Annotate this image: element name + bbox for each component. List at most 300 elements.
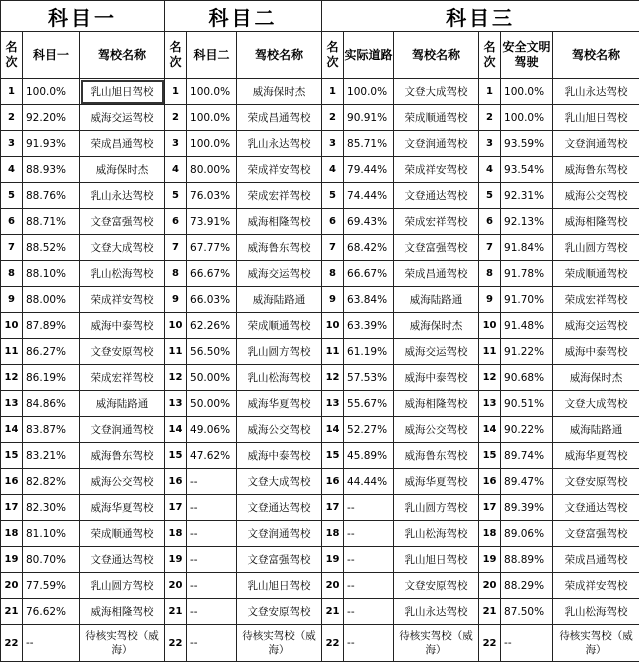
rank-cell[interactable]: 11 [1, 339, 23, 365]
rate-cell[interactable]: -- [501, 625, 553, 662]
school-name-cell[interactable]: 乳山永达驾校 [394, 599, 479, 625]
school-name-cell[interactable]: 乳山松海驾校 [237, 365, 322, 391]
rank-cell[interactable]: 2 [479, 105, 501, 131]
rank-cell[interactable]: 2 [1, 105, 23, 131]
table-row [1, 417, 639, 443]
rate-cell[interactable]: 88.71% [23, 209, 80, 235]
rate-cell[interactable]: 91.93% [23, 131, 80, 157]
header-school: 驾校名称 [394, 32, 479, 79]
table-row [1, 521, 639, 547]
school-name-cell[interactable]: 文登安原驾校 [237, 599, 322, 625]
header-rank: 名次 [1, 32, 23, 79]
rate-cell[interactable]: 67.77% [187, 235, 237, 261]
rank-cell[interactable]: 14 [165, 417, 187, 443]
school-name-cell[interactable]: 文登富强驾校 [553, 521, 639, 547]
rate-cell[interactable]: 82.82% [23, 469, 80, 495]
rank-cell[interactable]: 11 [165, 339, 187, 365]
school-name-cell[interactable]: 文登安原驾校 [80, 339, 165, 365]
rank-cell[interactable]: 5 [1, 183, 23, 209]
table-body [1, 79, 639, 662]
school-name-cell[interactable]: 威海中泰驾校 [80, 313, 165, 339]
table-row [1, 469, 639, 495]
rate-cell[interactable]: 89.74% [501, 443, 553, 469]
rank-cell[interactable]: 8 [322, 261, 344, 287]
rate-cell[interactable]: 90.91% [344, 105, 394, 131]
school-name-cell[interactable]: 威海华夏驾校 [553, 443, 639, 469]
rate-cell[interactable]: 55.67% [344, 391, 394, 417]
rate-cell[interactable]: -- [187, 625, 237, 662]
table-row [1, 105, 639, 131]
school-name-cell[interactable]: 威海陆路通 [394, 287, 479, 313]
school-name-cell[interactable]: 文登润通驾校 [553, 131, 639, 157]
rate-cell[interactable]: -- [344, 547, 394, 573]
rate-cell[interactable]: 88.76% [23, 183, 80, 209]
school-name-cell[interactable]: 威海鲁东驾校 [237, 235, 322, 261]
rank-cell[interactable]: 16 [165, 469, 187, 495]
rate-cell[interactable]: 66.67% [344, 261, 394, 287]
rate-cell[interactable]: 83.87% [23, 417, 80, 443]
rate-cell[interactable]: 89.39% [501, 495, 553, 521]
rate-cell[interactable]: 66.67% [187, 261, 237, 287]
school-name-cell[interactable]: 威海华夏驾校 [80, 495, 165, 521]
rate-cell[interactable]: 45.89% [344, 443, 394, 469]
school-name-cell[interactable]: 荣成祥安驾校 [394, 157, 479, 183]
rate-cell[interactable]: 73.91% [187, 209, 237, 235]
school-name-cell[interactable]: 乳山旭日驾校 [553, 105, 639, 131]
table-row [1, 365, 639, 391]
rate-cell[interactable]: 50.00% [187, 391, 237, 417]
school-name-cell[interactable]: 荣成顺通驾校 [553, 261, 639, 287]
school-name-cell[interactable]: 威海相隆驾校 [237, 209, 322, 235]
rate-cell[interactable]: 68.42% [344, 235, 394, 261]
school-name-cell[interactable]: 威海公交驾校 [394, 417, 479, 443]
rank-cell[interactable]: 13 [479, 391, 501, 417]
school-name-cell[interactable]: 荣成宏祥驾校 [394, 209, 479, 235]
rank-cell[interactable]: 21 [322, 599, 344, 625]
rank-cell[interactable]: 10 [322, 313, 344, 339]
rank-cell[interactable]: 17 [1, 495, 23, 521]
table-row [1, 157, 639, 183]
rank-cell[interactable]: 17 [322, 495, 344, 521]
rate-cell[interactable]: -- [187, 469, 237, 495]
rate-cell[interactable]: 77.59% [23, 573, 80, 599]
rate-cell[interactable]: 85.71% [344, 131, 394, 157]
school-name-cell[interactable]: 荣成顺通驾校 [237, 313, 322, 339]
rank-cell[interactable]: 20 [322, 573, 344, 599]
rank-cell[interactable]: 10 [1, 313, 23, 339]
rate-cell[interactable]: 56.50% [187, 339, 237, 365]
rank-cell[interactable]: 8 [165, 261, 187, 287]
rank-cell[interactable]: 7 [479, 235, 501, 261]
rank-cell[interactable]: 2 [322, 105, 344, 131]
school-name-cell[interactable]: 威海相隆驾校 [80, 599, 165, 625]
table-row [1, 495, 639, 521]
rate-cell[interactable]: 90.68% [501, 365, 553, 391]
rate-cell[interactable]: 61.19% [344, 339, 394, 365]
school-name-cell[interactable]: 威海交运驾校 [237, 261, 322, 287]
rate-cell[interactable]: 100.0% [23, 79, 80, 105]
school-name-cell[interactable]: 威海华夏驾校 [237, 391, 322, 417]
rate-cell[interactable]: 92.13% [501, 209, 553, 235]
rate-cell[interactable]: 80.00% [187, 157, 237, 183]
header-score: 实际道路 [344, 32, 394, 79]
rate-cell[interactable]: 82.30% [23, 495, 80, 521]
school-name-cell[interactable]: 荣成宏祥驾校 [80, 365, 165, 391]
school-name-cell[interactable]: 待核实驾校（威海） [80, 625, 165, 662]
rate-cell[interactable]: 91.70% [501, 287, 553, 313]
rate-cell[interactable]: 93.54% [501, 157, 553, 183]
rank-cell[interactable]: 20 [165, 573, 187, 599]
rate-cell[interactable]: 100.0% [501, 105, 553, 131]
rate-cell[interactable]: 86.27% [23, 339, 80, 365]
rate-cell[interactable]: 76.62% [23, 599, 80, 625]
school-name-cell[interactable]: 文登润通驾校 [394, 131, 479, 157]
rank-cell[interactable]: 15 [322, 443, 344, 469]
rank-cell[interactable]: 5 [479, 183, 501, 209]
rank-cell[interactable]: 7 [322, 235, 344, 261]
rate-cell[interactable]: 52.27% [344, 417, 394, 443]
school-name-cell[interactable]: 乳山永达驾校 [80, 183, 165, 209]
school-name-cell[interactable]: 文登通达驾校 [80, 547, 165, 573]
table-row [1, 79, 639, 105]
school-name-cell[interactable]: 文登通达驾校 [237, 495, 322, 521]
school-name-cell[interactable]: 文登大成驾校 [80, 235, 165, 261]
school-name-cell[interactable]: 文登润通驾校 [80, 417, 165, 443]
school-name-cell[interactable]: 乳山旭日驾校 [80, 79, 165, 105]
rank-cell[interactable]: 18 [479, 521, 501, 547]
table-row [1, 391, 639, 417]
school-name-cell[interactable]: 乳山永达驾校 [237, 131, 322, 157]
rank-cell[interactable]: 18 [165, 521, 187, 547]
school-name-cell[interactable]: 待核实驾校（威海） [394, 625, 479, 662]
rank-cell[interactable]: 10 [165, 313, 187, 339]
rank-cell[interactable]: 3 [165, 131, 187, 157]
rate-cell[interactable]: 74.44% [344, 183, 394, 209]
rank-cell[interactable]: 19 [479, 547, 501, 573]
school-name-cell[interactable]: 文登富强驾校 [80, 209, 165, 235]
rank-cell[interactable]: 14 [1, 417, 23, 443]
rate-cell[interactable]: 91.48% [501, 313, 553, 339]
school-name-cell[interactable]: 荣成顺通驾校 [80, 521, 165, 547]
rank-cell[interactable]: 9 [1, 287, 23, 313]
school-name-cell[interactable]: 威海交运驾校 [553, 313, 639, 339]
rate-cell[interactable]: 88.52% [23, 235, 80, 261]
rank-cell[interactable]: 16 [479, 469, 501, 495]
school-name-cell[interactable]: 威海保时杰 [394, 313, 479, 339]
rank-cell[interactable]: 4 [322, 157, 344, 183]
school-name-cell[interactable]: 荣成昌通驾校 [394, 261, 479, 287]
column-header-row [1, 32, 639, 79]
rank-cell[interactable]: 15 [479, 443, 501, 469]
school-name-cell[interactable]: 威海保时杰 [80, 157, 165, 183]
school-name-cell[interactable]: 威海保时杰 [553, 365, 639, 391]
rate-cell[interactable]: -- [187, 495, 237, 521]
rate-cell[interactable]: 63.39% [344, 313, 394, 339]
school-name-cell[interactable]: 文登润通驾校 [237, 521, 322, 547]
rank-cell[interactable]: 19 [322, 547, 344, 573]
rate-cell[interactable]: 100.0% [187, 105, 237, 131]
rank-cell[interactable]: 1 [1, 79, 23, 105]
rate-cell[interactable]: 88.93% [23, 157, 80, 183]
rank-cell[interactable]: 17 [165, 495, 187, 521]
school-name-cell[interactable]: 威海公交驾校 [237, 417, 322, 443]
rate-cell[interactable]: 100.0% [187, 79, 237, 105]
school-name-cell[interactable]: 威海中泰驾校 [394, 365, 479, 391]
rate-cell[interactable]: 92.31% [501, 183, 553, 209]
rank-cell[interactable]: 9 [165, 287, 187, 313]
school-name-cell[interactable]: 待核实驾校（威海） [553, 625, 639, 662]
rate-cell[interactable]: 100.0% [344, 79, 394, 105]
school-name-cell[interactable]: 乳山圆方驾校 [80, 573, 165, 599]
rate-cell[interactable]: -- [344, 495, 394, 521]
rate-cell[interactable]: 57.53% [344, 365, 394, 391]
header-school: 驾校名称 [80, 32, 165, 79]
rate-cell[interactable]: -- [344, 521, 394, 547]
rank-cell[interactable]: 19 [165, 547, 187, 573]
rate-cell[interactable]: -- [344, 599, 394, 625]
rate-cell[interactable]: -- [344, 573, 394, 599]
school-name-cell[interactable]: 乳山旭日驾校 [237, 573, 322, 599]
school-name-cell[interactable]: 威海华夏驾校 [394, 469, 479, 495]
school-name-cell[interactable]: 文登大成驾校 [394, 79, 479, 105]
rank-cell[interactable]: 22 [479, 625, 501, 662]
school-name-cell[interactable]: 威海相隆驾校 [394, 391, 479, 417]
table-row [1, 547, 639, 573]
rank-cell[interactable]: 10 [479, 313, 501, 339]
rate-cell[interactable]: 90.22% [501, 417, 553, 443]
rate-cell[interactable]: 49.06% [187, 417, 237, 443]
school-name-cell[interactable]: 威海鲁东驾校 [80, 443, 165, 469]
rate-cell[interactable]: -- [187, 599, 237, 625]
rank-cell[interactable]: 18 [322, 521, 344, 547]
rank-cell[interactable]: 16 [1, 469, 23, 495]
school-name-cell[interactable]: 乳山圆方驾校 [394, 495, 479, 521]
rate-cell[interactable]: 44.44% [344, 469, 394, 495]
header-score: 安全文明驾驶 [501, 32, 553, 79]
rank-cell[interactable]: 15 [165, 443, 187, 469]
rate-cell[interactable]: 88.29% [501, 573, 553, 599]
rate-cell[interactable]: 84.86% [23, 391, 80, 417]
rank-cell[interactable]: 9 [479, 287, 501, 313]
rank-cell[interactable]: 5 [322, 183, 344, 209]
school-name-cell[interactable]: 威海中泰驾校 [553, 339, 639, 365]
school-name-cell[interactable]: 乳山圆方驾校 [553, 235, 639, 261]
table-row [1, 625, 639, 662]
rate-cell[interactable]: 50.00% [187, 365, 237, 391]
rate-cell[interactable]: 66.03% [187, 287, 237, 313]
rate-cell[interactable]: 79.44% [344, 157, 394, 183]
rate-cell[interactable]: 69.43% [344, 209, 394, 235]
rank-cell[interactable]: 11 [322, 339, 344, 365]
table-row [1, 235, 639, 261]
rate-cell[interactable]: 89.06% [501, 521, 553, 547]
rank-cell[interactable]: 8 [1, 261, 23, 287]
school-name-cell[interactable]: 乳山旭日驾校 [394, 547, 479, 573]
school-name-cell[interactable]: 威海公交驾校 [80, 469, 165, 495]
rank-cell[interactable]: 4 [1, 157, 23, 183]
rate-cell[interactable]: 83.21% [23, 443, 80, 469]
header-school: 驾校名称 [553, 32, 639, 79]
rate-cell[interactable]: -- [23, 625, 80, 662]
school-name-cell[interactable]: 文登通达驾校 [394, 183, 479, 209]
school-name-cell[interactable]: 威海陆路通 [553, 417, 639, 443]
school-name-cell[interactable]: 荣成顺通驾校 [394, 105, 479, 131]
rate-cell[interactable]: -- [187, 521, 237, 547]
rate-cell[interactable]: 80.70% [23, 547, 80, 573]
school-name-cell[interactable]: 威海中泰驾校 [237, 443, 322, 469]
table-row [1, 209, 639, 235]
rate-cell[interactable]: 91.22% [501, 339, 553, 365]
school-name-cell[interactable]: 威海鲁东驾校 [553, 157, 639, 183]
rank-cell[interactable]: 22 [322, 625, 344, 662]
rank-cell[interactable]: 8 [479, 261, 501, 287]
school-name-cell[interactable]: 威海公交驾校 [553, 183, 639, 209]
school-name-cell[interactable]: 荣成昌通驾校 [80, 131, 165, 157]
rank-cell[interactable]: 16 [322, 469, 344, 495]
school-name-cell[interactable]: 威海保时杰 [237, 79, 322, 105]
school-name-cell[interactable]: 文登通达驾校 [553, 495, 639, 521]
rank-cell[interactable]: 13 [1, 391, 23, 417]
rate-cell[interactable]: 91.84% [501, 235, 553, 261]
rate-cell[interactable]: 91.78% [501, 261, 553, 287]
table-row [1, 443, 639, 469]
school-name-cell[interactable]: 文登富强驾校 [237, 547, 322, 573]
rate-cell[interactable]: 89.47% [501, 469, 553, 495]
school-name-cell[interactable]: 文登大成驾校 [553, 391, 639, 417]
rank-cell[interactable]: 12 [322, 365, 344, 391]
table-row [1, 261, 639, 287]
rank-cell[interactable]: 7 [165, 235, 187, 261]
rank-cell[interactable]: 11 [479, 339, 501, 365]
rate-cell[interactable]: 86.19% [23, 365, 80, 391]
school-name-cell[interactable]: 荣成祥安驾校 [553, 573, 639, 599]
section-title-row [1, 1, 639, 32]
school-name-cell[interactable]: 荣成昌通驾校 [553, 547, 639, 573]
rank-cell[interactable]: 4 [479, 157, 501, 183]
school-name-cell[interactable]: 文登大成驾校 [237, 469, 322, 495]
rate-cell[interactable]: 47.62% [187, 443, 237, 469]
rank-cell[interactable]: 22 [1, 625, 23, 662]
school-name-cell[interactable]: 威海交运驾校 [80, 105, 165, 131]
rank-cell[interactable]: 3 [479, 131, 501, 157]
rank-cell[interactable]: 6 [479, 209, 501, 235]
rank-cell[interactable]: 6 [165, 209, 187, 235]
rate-cell[interactable]: 62.26% [187, 313, 237, 339]
rate-cell[interactable]: 88.10% [23, 261, 80, 287]
school-name-cell[interactable]: 乳山松海驾校 [394, 521, 479, 547]
rate-cell[interactable]: 88.89% [501, 547, 553, 573]
rank-cell[interactable]: 20 [1, 573, 23, 599]
rate-cell[interactable]: 90.51% [501, 391, 553, 417]
school-name-cell[interactable]: 乳山松海驾校 [553, 599, 639, 625]
header-school: 驾校名称 [237, 32, 322, 79]
header-rank: 名次 [165, 32, 187, 79]
rank-cell[interactable]: 1 [479, 79, 501, 105]
rank-cell[interactable]: 18 [1, 521, 23, 547]
rank-cell[interactable]: 3 [1, 131, 23, 157]
rate-cell[interactable]: 93.59% [501, 131, 553, 157]
school-name-cell[interactable]: 待核实驾校（威海） [237, 625, 322, 662]
rate-cell[interactable]: 87.89% [23, 313, 80, 339]
rank-cell[interactable]: 12 [1, 365, 23, 391]
rank-cell[interactable]: 6 [322, 209, 344, 235]
rank-cell[interactable]: 14 [479, 417, 501, 443]
school-name-cell[interactable]: 荣成祥安驾校 [237, 157, 322, 183]
rank-cell[interactable]: 21 [165, 599, 187, 625]
rate-cell[interactable]: 92.20% [23, 105, 80, 131]
rate-cell[interactable]: 88.00% [23, 287, 80, 313]
rank-cell[interactable]: 12 [479, 365, 501, 391]
rank-cell[interactable]: 12 [165, 365, 187, 391]
rank-cell[interactable]: 14 [322, 417, 344, 443]
rank-cell[interactable]: 21 [1, 599, 23, 625]
rank-cell[interactable]: 22 [165, 625, 187, 662]
rank-cell[interactable]: 20 [479, 573, 501, 599]
rank-cell[interactable]: 1 [165, 79, 187, 105]
table-row [1, 339, 639, 365]
rank-cell[interactable]: 4 [165, 157, 187, 183]
rank-cell[interactable]: 21 [479, 599, 501, 625]
header-score: 科目二 [187, 32, 237, 79]
school-name-cell[interactable]: 荣成昌通驾校 [237, 105, 322, 131]
rank-cell[interactable]: 13 [322, 391, 344, 417]
school-name-cell[interactable]: 乳山松海驾校 [80, 261, 165, 287]
rank-cell[interactable]: 15 [1, 443, 23, 469]
rate-cell[interactable]: -- [187, 573, 237, 599]
rank-cell[interactable]: 9 [322, 287, 344, 313]
rank-cell[interactable]: 1 [322, 79, 344, 105]
rate-cell[interactable]: -- [344, 625, 394, 662]
rate-cell[interactable]: 87.50% [501, 599, 553, 625]
table-row [1, 573, 639, 599]
header-rank: 名次 [322, 32, 344, 79]
header-rank: 名次 [479, 32, 501, 79]
rate-cell[interactable]: -- [187, 547, 237, 573]
header-score: 科目一 [23, 32, 80, 79]
rate-cell[interactable]: 100.0% [187, 131, 237, 157]
rank-cell[interactable]: 7 [1, 235, 23, 261]
rank-cell[interactable]: 5 [165, 183, 187, 209]
rank-cell[interactable]: 13 [165, 391, 187, 417]
rank-cell[interactable]: 19 [1, 547, 23, 573]
school-name-cell[interactable]: 荣成宏祥驾校 [237, 183, 322, 209]
school-name-cell[interactable]: 威海陆路通 [80, 391, 165, 417]
school-name-cell[interactable]: 威海陆路通 [237, 287, 322, 313]
section-title-3: 科目三 [322, 1, 639, 32]
rate-cell[interactable]: 76.03% [187, 183, 237, 209]
rank-cell[interactable]: 6 [1, 209, 23, 235]
school-name-cell[interactable]: 威海相隆驾校 [553, 209, 639, 235]
section-title-2: 科目二 [165, 1, 322, 32]
school-name-cell[interactable]: 荣成祥安驾校 [80, 287, 165, 313]
rate-cell[interactable]: 63.84% [344, 287, 394, 313]
rank-cell[interactable]: 17 [479, 495, 501, 521]
rank-cell[interactable]: 2 [165, 105, 187, 131]
school-name-cell[interactable]: 文登安原驾校 [394, 573, 479, 599]
table-row [1, 313, 639, 339]
school-name-cell[interactable]: 威海交运驾校 [394, 339, 479, 365]
school-name-cell[interactable]: 威海鲁东驾校 [394, 443, 479, 469]
rate-cell[interactable]: 100.0% [501, 79, 553, 105]
rank-cell[interactable]: 3 [322, 131, 344, 157]
school-name-cell[interactable]: 文登富强驾校 [394, 235, 479, 261]
school-name-cell[interactable]: 文登安原驾校 [553, 469, 639, 495]
school-name-cell[interactable]: 荣成宏祥驾校 [553, 287, 639, 313]
rate-cell[interactable]: 81.10% [23, 521, 80, 547]
school-name-cell[interactable]: 乳山圆方驾校 [237, 339, 322, 365]
table-row [1, 131, 639, 157]
school-name-cell[interactable]: 乳山永达驾校 [553, 79, 639, 105]
